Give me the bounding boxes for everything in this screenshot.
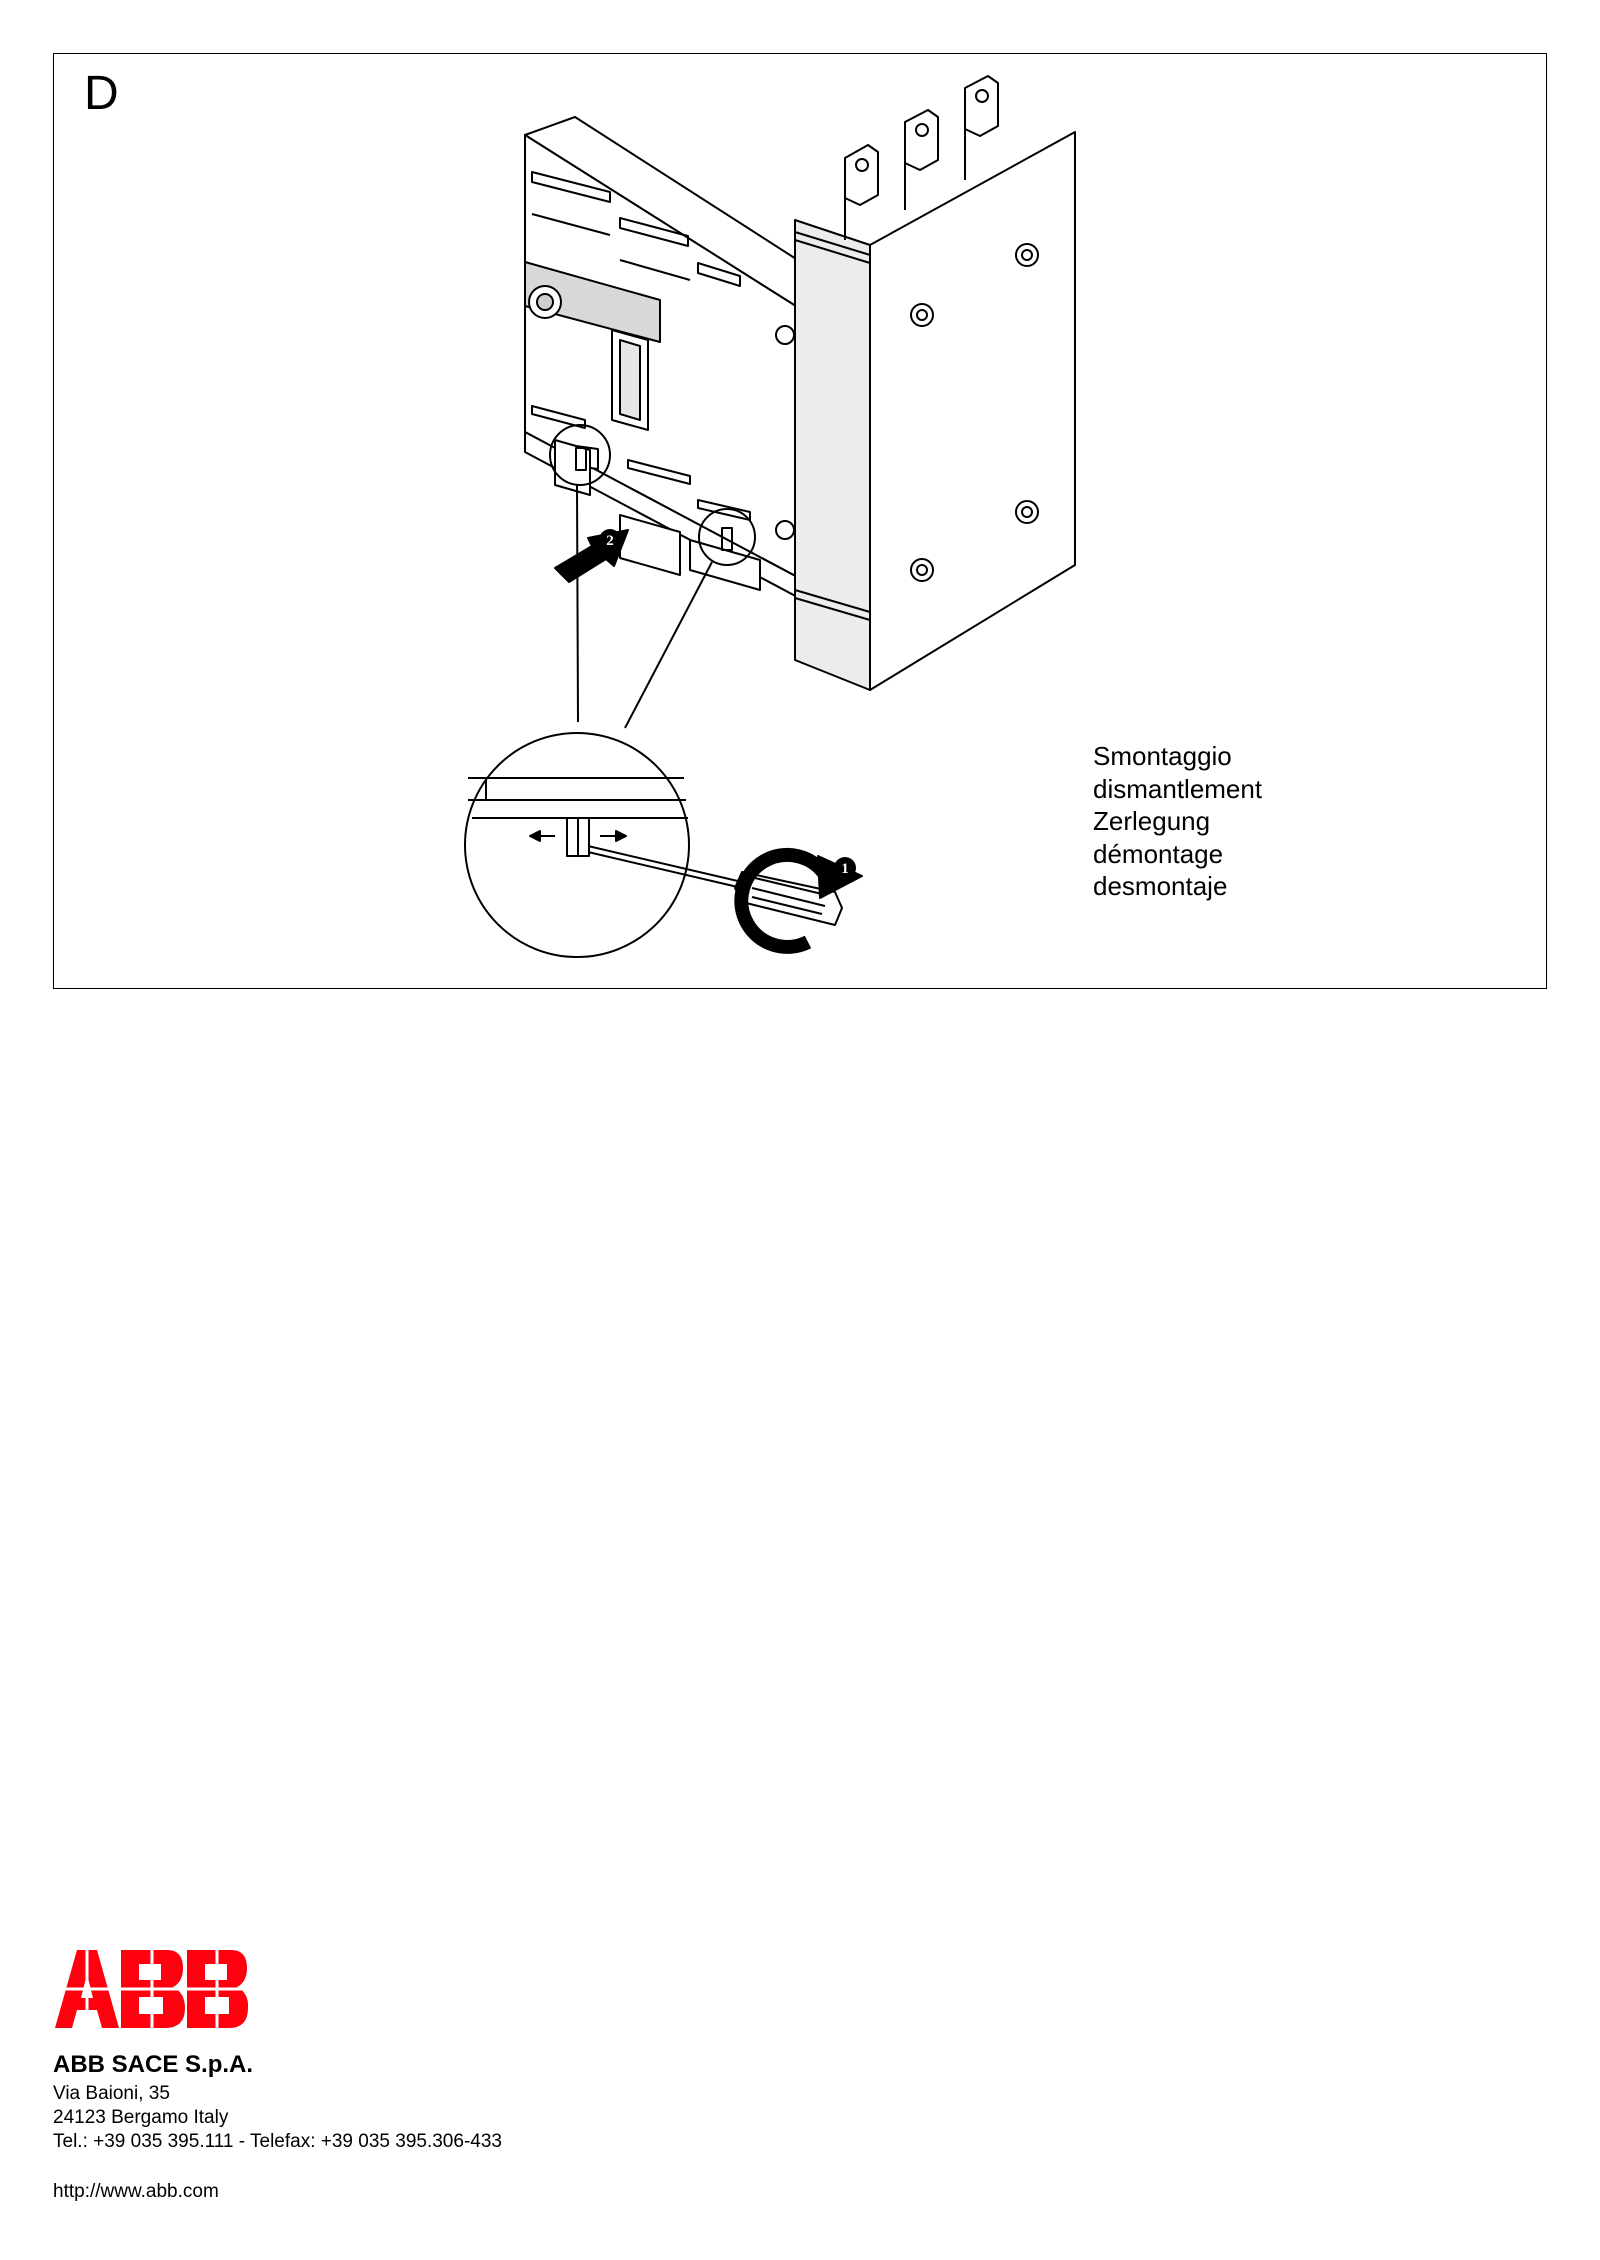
step-2-label: 2 — [606, 533, 614, 549]
step-1-label: 1 — [841, 861, 849, 877]
caption-spanish: desmontaje — [1093, 871, 1228, 901]
caption-german: Zerlegung — [1093, 806, 1211, 836]
company-city: 24123 Bergamo Italy — [53, 2107, 229, 2128]
panel-letter: D — [84, 67, 119, 120]
company-street: Via Baioni, 35 — [53, 2083, 170, 2104]
company-website[interactable]: http://www.abb.com — [53, 2181, 219, 2202]
caption-english: dismantlement — [1093, 773, 1263, 804]
company-phone: Tel.: +39 035 395.111 - Telefax: +39 035 395.306-433 — [53, 2131, 502, 2152]
abb-logo — [55, 1950, 248, 2028]
caption-french: démontage — [1093, 838, 1224, 869]
detail-magnifier — [465, 733, 862, 957]
company-name: ABB SACE S.p.A. — [53, 2051, 254, 2078]
caption-block — [1093, 740, 1262, 903]
terminal-plate — [795, 76, 1075, 690]
dismantling-illustration — [450, 70, 1110, 980]
caption-italian: Smontaggio — [1093, 741, 1232, 771]
